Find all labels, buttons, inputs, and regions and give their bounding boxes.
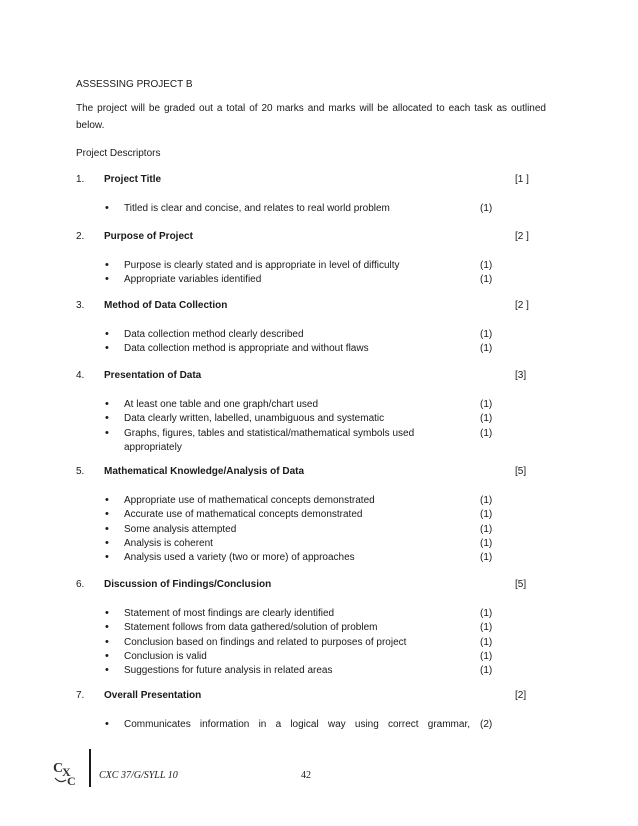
- page-number: 42: [301, 770, 311, 781]
- criterion-text: Accurate use of mathematical concepts demonstrated: [124, 509, 363, 521]
- criterion-text: Titled is clear and concise, and relates to real world problem: [124, 203, 390, 214]
- criterion-mark: (2): [480, 719, 493, 730]
- criterion-text: Statement of most findings are clearly identified: [124, 608, 335, 619]
- criterion-text: Communicates information in a logical way using correct grammar,: [124, 719, 470, 730]
- bullet-icon: •: [105, 536, 109, 549]
- descriptors-label: Project Descriptors: [76, 148, 161, 159]
- svg-text:C: C: [53, 761, 64, 776]
- bullet-icon: •: [105, 508, 109, 521]
- section-title: Discussion of Findings/Conclusion: [104, 579, 272, 590]
- bullet-icon: •: [105, 551, 109, 564]
- criterion-mark: (1): [480, 495, 493, 506]
- criterion-text: Conclusion is valid: [124, 650, 207, 662]
- criterion-text-continued: appropriately: [124, 441, 182, 453]
- bullet-icon: •: [105, 273, 109, 286]
- section-total-marks: [2 ]: [515, 300, 529, 311]
- bullet-icon: •: [105, 412, 109, 425]
- criterion-text: Analysis is coherent: [124, 537, 213, 549]
- criterion-text: Graphs, figures, tables and statistical/mathematical symbols used: [124, 427, 415, 439]
- criterion-text: Some analysis attempted: [124, 523, 237, 535]
- page-heading: ASSESSING PROJECT B: [76, 79, 193, 90]
- bullet-icon: •: [105, 426, 109, 439]
- criterion-mark: (1): [480, 608, 493, 619]
- criterion-mark: (1): [480, 650, 493, 662]
- section-title: Purpose of Project: [104, 231, 193, 242]
- section-number: 7.: [76, 690, 85, 701]
- criterion-text: Data collection method clearly described: [124, 329, 304, 340]
- section-number: 6.: [76, 579, 85, 590]
- section-total-marks: [2 ]: [515, 231, 529, 242]
- criterion-text: Suggestions for future analysis in related areas: [124, 665, 333, 677]
- section-total-marks: [5]: [515, 466, 527, 477]
- bullet-icon: •: [105, 328, 109, 340]
- bullet-icon: •: [105, 522, 109, 535]
- footer-divider: [89, 749, 91, 787]
- footer-syllabus-code: CXC 37/G/SYLL 10: [99, 770, 178, 781]
- bullet-icon: •: [105, 202, 109, 214]
- criterion-mark: (1): [480, 622, 493, 634]
- section-number: 4.: [76, 370, 85, 381]
- criterion-mark: (1): [480, 329, 493, 340]
- section-title: Mathematical Knowledge/Analysis of Data: [104, 466, 305, 477]
- criterion-text: Data clearly written, labelled, unambiguous and systematic: [124, 413, 385, 425]
- bullet-icon: •: [105, 342, 109, 355]
- bullet-icon: •: [105, 398, 109, 410]
- criterion-mark: (1): [480, 399, 493, 410]
- section-number: 2.: [76, 231, 85, 242]
- svg-text:X: X: [62, 765, 71, 779]
- bullet-icon: •: [105, 494, 109, 506]
- criterion-text: At least one table and one graph/chart used: [124, 399, 319, 410]
- criterion-text: Appropriate variables identified: [124, 274, 262, 286]
- criterion-mark: (1): [480, 274, 493, 286]
- section-total-marks: [3]: [515, 370, 527, 381]
- section-title: Presentation of Data: [104, 370, 202, 381]
- criterion-mark: (1): [480, 636, 493, 648]
- bullet-icon: •: [105, 664, 109, 677]
- section-title: Method of Data Collection: [104, 300, 228, 311]
- bullet-icon: •: [105, 259, 109, 271]
- bullet-icon: •: [105, 621, 109, 634]
- bullet-icon: •: [105, 607, 109, 619]
- criterion-mark: (1): [480, 509, 493, 521]
- criterion-mark: (1): [480, 343, 493, 355]
- section-title: Overall Presentation: [104, 690, 202, 701]
- criterion-mark: (1): [480, 260, 493, 271]
- section-total-marks: [1 ]: [515, 174, 529, 185]
- bullet-icon: •: [105, 649, 109, 662]
- section-number: 3.: [76, 300, 85, 311]
- section-total-marks: [5]: [515, 579, 527, 590]
- bullet-icon: •: [105, 718, 109, 730]
- section-number: 1.: [76, 174, 85, 185]
- criterion-text: Analysis used a variety (two or more) of approaches: [124, 552, 355, 564]
- criterion-mark: (1): [480, 427, 493, 439]
- bullet-icon: •: [105, 635, 109, 648]
- criterion-text: Statement follows from data gathered/solution of problem: [124, 622, 378, 634]
- criterion-text: Data collection method is appropriate and without flaws: [124, 343, 369, 355]
- criterion-text: Conclusion based on findings and related to purposes of project: [124, 636, 407, 648]
- section-number: 5.: [76, 466, 85, 477]
- section-total-marks: [2]: [515, 690, 527, 701]
- criterion-mark: (1): [480, 523, 493, 535]
- criterion-mark: (1): [480, 665, 493, 677]
- cxc-logo: [52, 758, 82, 788]
- criterion-mark: (1): [480, 537, 493, 549]
- criterion-text: Purpose is clearly stated and is appropriate in level of difficulty: [124, 260, 400, 271]
- svg-text:C: C: [67, 774, 76, 788]
- criterion-mark: (1): [480, 203, 493, 214]
- criterion-mark: (1): [480, 413, 493, 425]
- criterion-mark: (1): [480, 552, 493, 564]
- intro-paragraph: The project will be graded out a total of 20 marks and marks will be allocated to each task as outlined below.: [76, 103, 546, 131]
- section-title: Project Title: [104, 174, 162, 185]
- criterion-text: Appropriate use of mathematical concepts demonstrated: [124, 495, 375, 506]
